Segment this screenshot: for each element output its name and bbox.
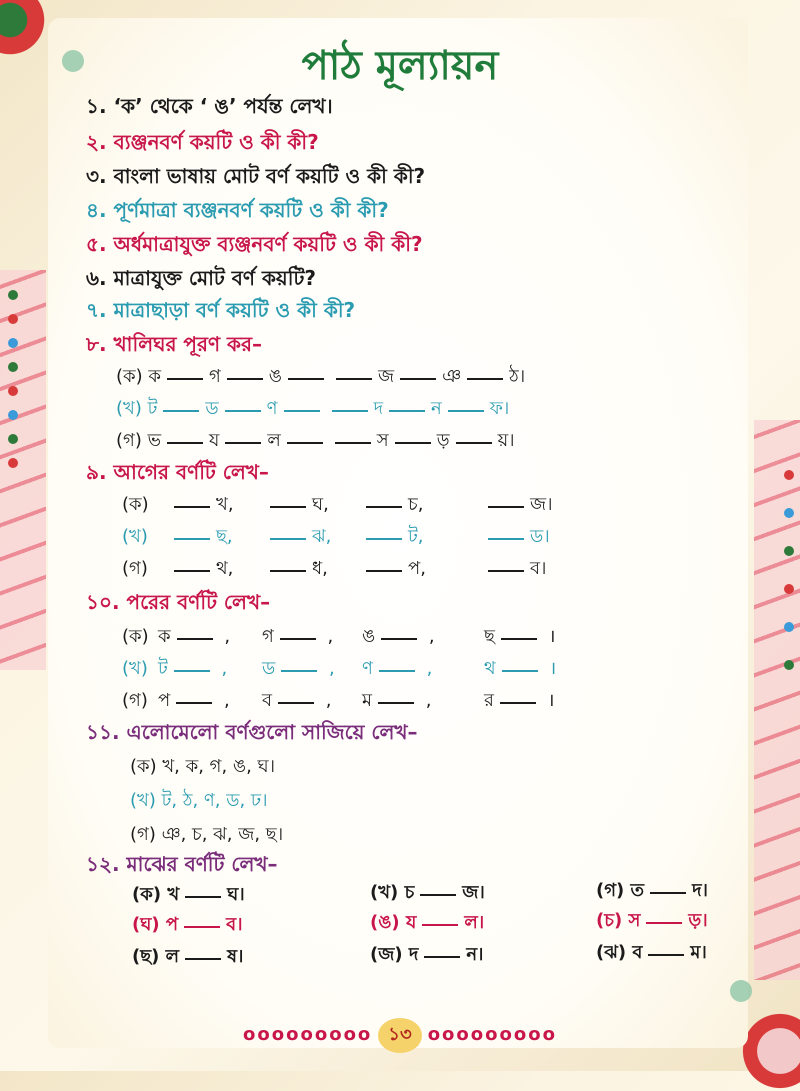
right-dots-decoration [784,470,794,670]
after-row-ga: (গ) প , ব , ম , র । [122,690,555,711]
left-border-decoration [0,270,46,670]
question-2: ২. ব্যঞ্জনবর্ণ কয়টি ও কী কী? [86,130,319,154]
middle-item: (ছ) ল ষ। [132,946,244,967]
question-4: ৪. পূর্ণমাত্রা ব্যঞ্জনবর্ণ কয়টি ও কী কী? [86,198,389,222]
question-1: ১. ‘ক’ থেকে ‘ ঙ’ পর্যন্ত লেখ। [86,94,333,118]
before-row-ka: (ক) খ, ঘ, চ, জ। [122,494,553,515]
after-row-ka: (ক) ক , গ , ঙ , ছ । [122,626,556,647]
jumbled-row-ka: (ক) খ, ক, গ, ঙ, ঘ। [130,756,276,777]
question-3: ৩. বাংলা ভাষায় মোট বর্ণ কয়টি ও কী কী? [86,164,426,188]
question-9: ৯. আগের বর্ণটি লেখ– [86,460,269,484]
question-8: ৮. খালিঘর পূরণ কর– [86,332,263,356]
middle-item: (খ) চ জ। [370,882,485,903]
fill-row-ga: (গ) ভ য ল স ড় য়। [116,430,515,451]
question-7: ৭. মাত্রাছাড়া বর্ণ কয়টি ও কী কী? [86,298,356,322]
after-row-kha: (খ) ট , ড , ণ , থ । [122,658,557,679]
middle-item: (ঘ) প ব। [132,914,243,935]
middle-item: (জ) দ ন। [370,944,484,965]
fill-row-kha: (খ) ট ড ণ দ ন ফ। [116,398,510,419]
page-title: পাঠ মূল্যায়ন [301,42,499,89]
bubble-decoration [730,980,752,1002]
page-number: ১৩ [378,1018,421,1053]
before-row-ga: (গ) থ, ধ, প, ব। [122,558,547,579]
middle-item: (ঝ) ব ম। [596,942,707,963]
middle-item: (গ) ত দ। [596,880,708,901]
question-11: ১১. এলোমেলো বর্ণগুলো সাজিয়ে লেখ– [86,720,418,744]
question-6: ৬. মাত্রাযুক্ত মোট বর্ণ কয়টি? [86,266,316,290]
question-5: ৫. অর্ধমাত্রাযুক্ত ব্যঞ্জনবর্ণ কয়টি ও কী কী? [86,232,423,256]
middle-item: (চ) স ড়। [596,910,708,931]
jumbled-row-kha: (খ) ট, ঠ, ণ, ড, ঢ। [130,790,268,811]
fill-row-ka: (ক) ক গ ঙ জ ঞ ঠ। [116,366,526,387]
before-row-kha: (খ) ছ, ঝ, ট, ড। [122,526,550,547]
middle-item: (ক) খ ঘ। [132,884,245,905]
middle-item: (ঙ) য ল। [370,912,485,933]
jumbled-row-ga: (গ) ঞ, চ, ঝ, জ, ছ। [130,824,284,845]
page-footer: ooooooooo ১৩ ooooooooo [0,1018,800,1053]
question-10: ১০. পরের বর্ণটি লেখ– [86,590,271,614]
left-dots-decoration [8,290,18,468]
question-12: ১২. মাঝের বর্ণটি লেখ– [86,852,278,876]
